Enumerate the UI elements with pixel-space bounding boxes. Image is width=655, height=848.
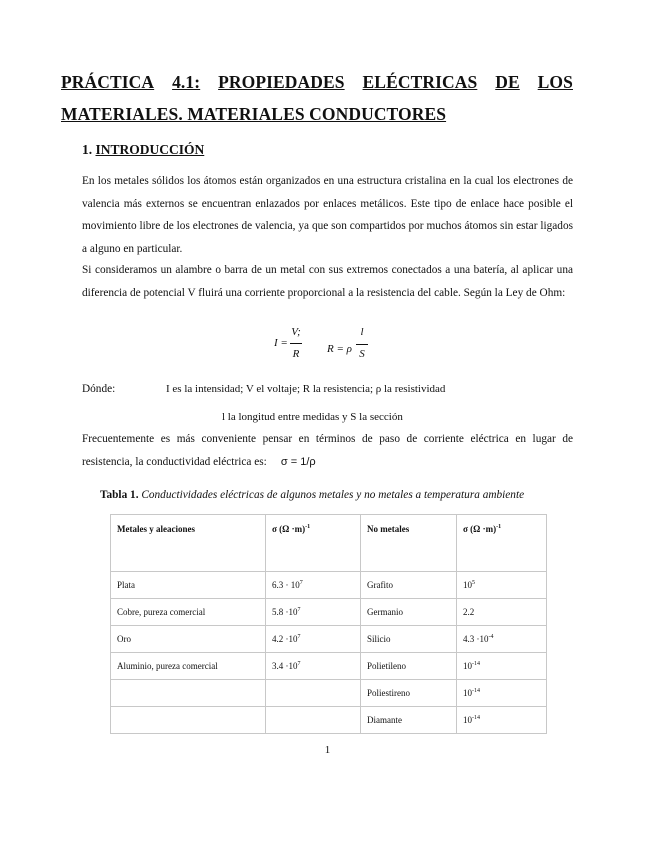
table-caption-label: Tabla 1.: [100, 489, 139, 501]
ohm-lhs: I =: [274, 337, 288, 349]
table-cell: Diamante: [361, 707, 457, 734]
table-cell: $10^5$: [457, 572, 547, 599]
section-number: 1.: [82, 142, 93, 157]
table-cell: $4.2 \cdot 10^7$: [266, 626, 361, 653]
table-cell: $6.3 \cdot 10^7$: [266, 572, 361, 599]
paragraph-3: [82, 428, 573, 473]
table-header-cell: σ $(\Omega \cdot m)^{-1}$: [457, 515, 547, 572]
table-cell: 2.2: [457, 599, 547, 626]
title-word: LOS: [537, 72, 573, 92]
where-line-1: I es la intensidad; V el voltaje; R la resistencia; ρ la resistividad: [166, 383, 446, 395]
table-row: [111, 599, 547, 626]
table-row: [111, 680, 547, 707]
table-cell: [111, 680, 266, 707]
table-caption-text: Conductividades eléctricas de algunos metales y no metales a temperatura ambiente: [141, 489, 525, 501]
page-number: 1: [324, 744, 331, 756]
table-cell: $5.8 \cdot 10^7$: [266, 599, 361, 626]
table-cell: $10^{-14}$: [457, 707, 547, 734]
where-line-2: l la longitud entre medidas y S la sección: [222, 411, 403, 423]
paragraph-3-text: Frecuentemente es más conveniente pensar en términos de paso de corriente eléctrica en lugar de resistencia, la conductividad eléctrica es:: [82, 433, 573, 468]
title-line-1: [61, 72, 573, 93]
paragraph-1: [82, 170, 573, 260]
table-header-row: [111, 515, 547, 572]
ohm-denominator: R: [292, 348, 300, 360]
table-cell: Silicio: [361, 626, 457, 653]
title-word: DE: [495, 72, 520, 92]
table-cell: Oro: [111, 626, 266, 653]
ohm-numerator: V;: [291, 326, 301, 338]
paragraph-text: Si consideramos un alambre o barra de un metal con sus extremos conectados a una batería, al aplicar una diferencia de potencial V fluirá una corriente proporcional a la resistencia del cable. Según la Ley de Ohm:: [82, 264, 573, 299]
paragraph-text: [82, 428, 573, 473]
table-header-cell: σ $(\Omega \cdot m)^{-1}$: [266, 515, 361, 572]
table-caption: [100, 489, 524, 501]
paragraph-text: En los metales sólidos los átomos están organizados en una estructura cristalina en la cual los electrones de valencia más externos se encuentran enlazados por enlaces metálicos. Este tipo de enlace hace posible el movimiento libre de los electrones de valencia, ya que son compartidos por muchos átomos sin estar ligados a alguno en particular.: [82, 175, 573, 255]
paragraph-2: [82, 259, 573, 304]
conductivity-table: [110, 514, 547, 734]
table-cell: Poliestireno: [361, 680, 457, 707]
section-label: INTRODUCCIÓN: [95, 142, 205, 157]
table-cell: [266, 707, 361, 734]
resistance-lhs: R = ρ: [327, 343, 352, 355]
resistance-denominator: S: [359, 348, 365, 360]
title-line-2: MATERIALES. MATERIALES CONDUCTORES: [61, 104, 447, 124]
table-cell: Aluminio, pureza comercial: [111, 653, 266, 680]
table-row: [111, 707, 547, 734]
table-cell: $10^{-14}$: [457, 680, 547, 707]
where-label: Dónde:: [82, 383, 116, 395]
table-header-cell: No metales: [361, 515, 457, 572]
ohm-fraction-bar: [290, 343, 302, 344]
resistance-fraction-bar: [356, 344, 368, 345]
title-word: ELÉCTRICAS: [362, 72, 478, 92]
conductivity-formula: σ = 1/ρ: [280, 455, 316, 468]
table-cell: [111, 707, 266, 734]
table-header-cell: Metales y aleaciones: [111, 515, 266, 572]
table-cell: Grafito: [361, 572, 457, 599]
ohm-formulas: [272, 328, 392, 368]
table-cell: $4.3 \cdot 10^{-4}$: [457, 626, 547, 653]
table-row: [111, 626, 547, 653]
table-row: [111, 572, 547, 599]
table-cell: $10^{-14}$: [457, 653, 547, 680]
title-word: PRÁCTICA: [61, 72, 155, 92]
table-cell: $3.4 \cdot 10^7$: [266, 653, 361, 680]
table-cell: Polietileno: [361, 653, 457, 680]
table-cell: Germanio: [361, 599, 457, 626]
section-heading: [82, 142, 204, 158]
table-cell: Plata: [111, 572, 266, 599]
table-cell: Cobre, pureza comercial: [111, 599, 266, 626]
resistance-numerator: l: [360, 326, 364, 338]
title-word: 4.1:: [172, 72, 201, 92]
table-row: [111, 653, 547, 680]
title-word: PROPIEDADES: [218, 72, 345, 92]
table-cell: [266, 680, 361, 707]
